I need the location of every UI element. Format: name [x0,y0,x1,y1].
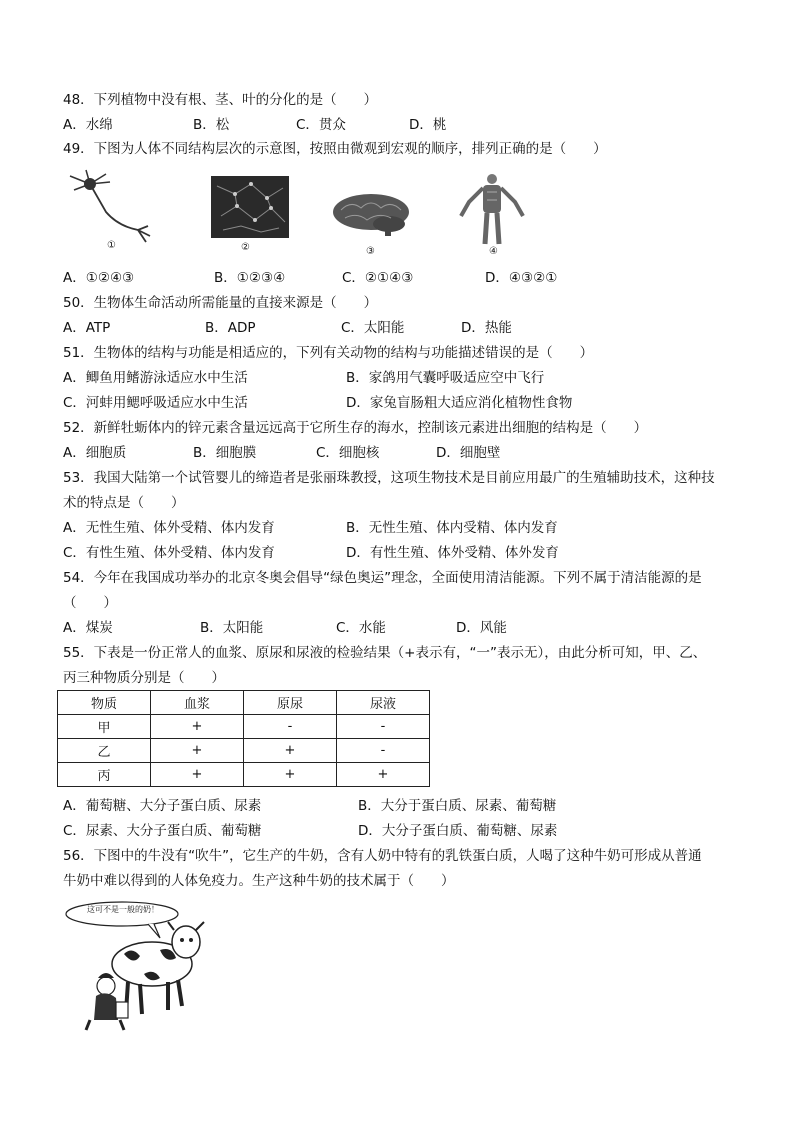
table-header: 原尿 [244,691,337,715]
q49-option-b: B．①②③④ [214,270,286,286]
tissue-figure [211,176,289,238]
q51-option-b: B．家鸽用气囊呼吸适应空中飞行 [346,370,545,386]
q51-option-a: A．鲫鱼用鳍游泳适应水中生活 [63,370,248,386]
table-cell: + [244,763,337,787]
q50-option-b: B．ADP [205,320,256,336]
q52-option-a: A．细胞质 [63,445,127,461]
q52-stem: 52．新鲜牡蛎体内的锌元素含量远远高于它所生存的海水，控制该元素进出细胞的结构是（ ） [63,420,648,436]
table-cell: + [151,715,244,739]
q54-option-b: B．太阳能 [200,620,264,636]
human-body-figure [457,172,527,248]
q55-stem-line1: 55．下表是一份正常人的血浆、原尿和尿液的检验结果（+表示有，“一”表示无），由此分析可知，甲、乙、 [63,645,707,661]
q55-option-b: B．大分于蛋白质、尿素、葡萄糖 [358,798,557,814]
table-cell: + [337,763,430,787]
neuron-figure [66,168,166,258]
q52-option-b: B．细胞膜 [193,445,257,461]
table-header: 血浆 [151,691,244,715]
q52-option-c: C．细胞核 [316,445,380,461]
q53-stem-line1: 53．我国大陆第一个试管婴儿的缔造者是张丽珠教授，这项生物技术是目前应用最广的生殖辅助技术，这种技 [63,470,715,486]
table-cell: 乙 [58,739,151,763]
q55-option-c: C．尿素、大分子蛋白质、葡萄糖 [63,823,262,839]
q53-option-b: B．无性生殖、体内受精、体内发育 [346,520,558,536]
table-cell: + [151,763,244,787]
q53-option-c: C．有性生殖、体外受精、体内发育 [63,545,275,561]
q48-option-b: B．松 [193,117,230,133]
table-cell: + [244,739,337,763]
q56-stem-line2: 牛奶中难以得到的人体免疫力。生产这种牛奶的技术属于（ ） [63,873,455,889]
speech-bubble-text: 这可不是一般的奶！ [87,905,159,914]
q49-option-a: A．①②④③ [63,270,135,286]
q52-option-d: D．细胞壁 [436,445,501,461]
table-cell: 甲 [58,715,151,739]
q55-stem-line2: 丙三种物质分别是（ ） [63,670,225,686]
table-cell: - [337,739,430,763]
q56-stem-line1: 56．下图中的牛没有“吹牛”，它生产的牛奶，含有人奶中特有的乳铁蛋白质，人喝了这种牛奶可形成从普通 [63,848,702,864]
q55-option-a: A．葡萄糖、大分子蛋白质、尿素 [63,798,262,814]
q54-stem-line2: （ ） [63,595,117,611]
q49-option-d: D．④③②① [485,270,558,286]
q48-option-a: A．水绵 [63,117,113,133]
q51-option-c: C．河蚌用鳃呼吸适应水中生活 [63,395,248,411]
figure-label-3: ③ [366,246,375,257]
q53-option-d: D．有性生殖、体外受精、体外发育 [346,545,559,561]
q55-table [57,690,430,787]
table-header: 物质 [58,691,151,715]
table-header-row [58,691,430,715]
q50-option-d: D．热能 [461,320,512,336]
q50-stem: 50．生物体生命活动所需能量的直接来源是（ ） [63,295,378,311]
figure-label-2: ② [241,242,250,253]
q53-stem-line2: 术的特点是（ ） [63,495,185,511]
q51-option-d: D．家兔盲肠粗大适应消化植物性食物 [346,395,573,411]
q51-stem: 51．生物体的结构与功能是相适应的，下列有关动物的结构与功能描述错误的是（ ） [63,345,594,361]
table-cell: - [337,715,430,739]
table-row [58,715,430,739]
q50-option-c: C．太阳能 [341,320,405,336]
q48-option-c: C．贯众 [296,117,346,133]
q48-option-d: D．桃 [409,117,447,133]
q49-stem: 49．下图为人体不同结构层次的示意图，按照由微观到宏观的顺序，排列正确的是（ ） [63,141,607,157]
table-cell: + [151,739,244,763]
figure-label-1: ① [107,240,116,251]
figure-label-4: ④ [489,246,498,257]
table-row [58,739,430,763]
q55-option-d: D．大分子蛋白质、葡萄糖、尿素 [358,823,558,839]
q53-option-a: A．无性生殖、体外受精、体内发育 [63,520,275,536]
q48-stem: 48．下列植物中没有根、茎、叶的分化的是（ ） [63,92,378,108]
table-header: 尿液 [337,691,430,715]
q54-option-a: A．煤炭 [63,620,113,636]
q54-option-c: C．水能 [336,620,386,636]
table-row [58,763,430,787]
q49-option-c: C．②①④③ [342,270,414,286]
table-cell: - [244,715,337,739]
table-cell: 丙 [58,763,151,787]
cow-cartoon-figure [64,898,214,1034]
q54-option-d: D．风能 [456,620,507,636]
q50-option-a: A．ATP [63,320,111,336]
brain-figure [331,192,413,236]
q54-stem-line1: 54．今年在我国成功举办的北京冬奥会倡导“绿色奥运”理念，全面使用清洁能源。下列不属于清洁能源的是 [63,570,702,586]
